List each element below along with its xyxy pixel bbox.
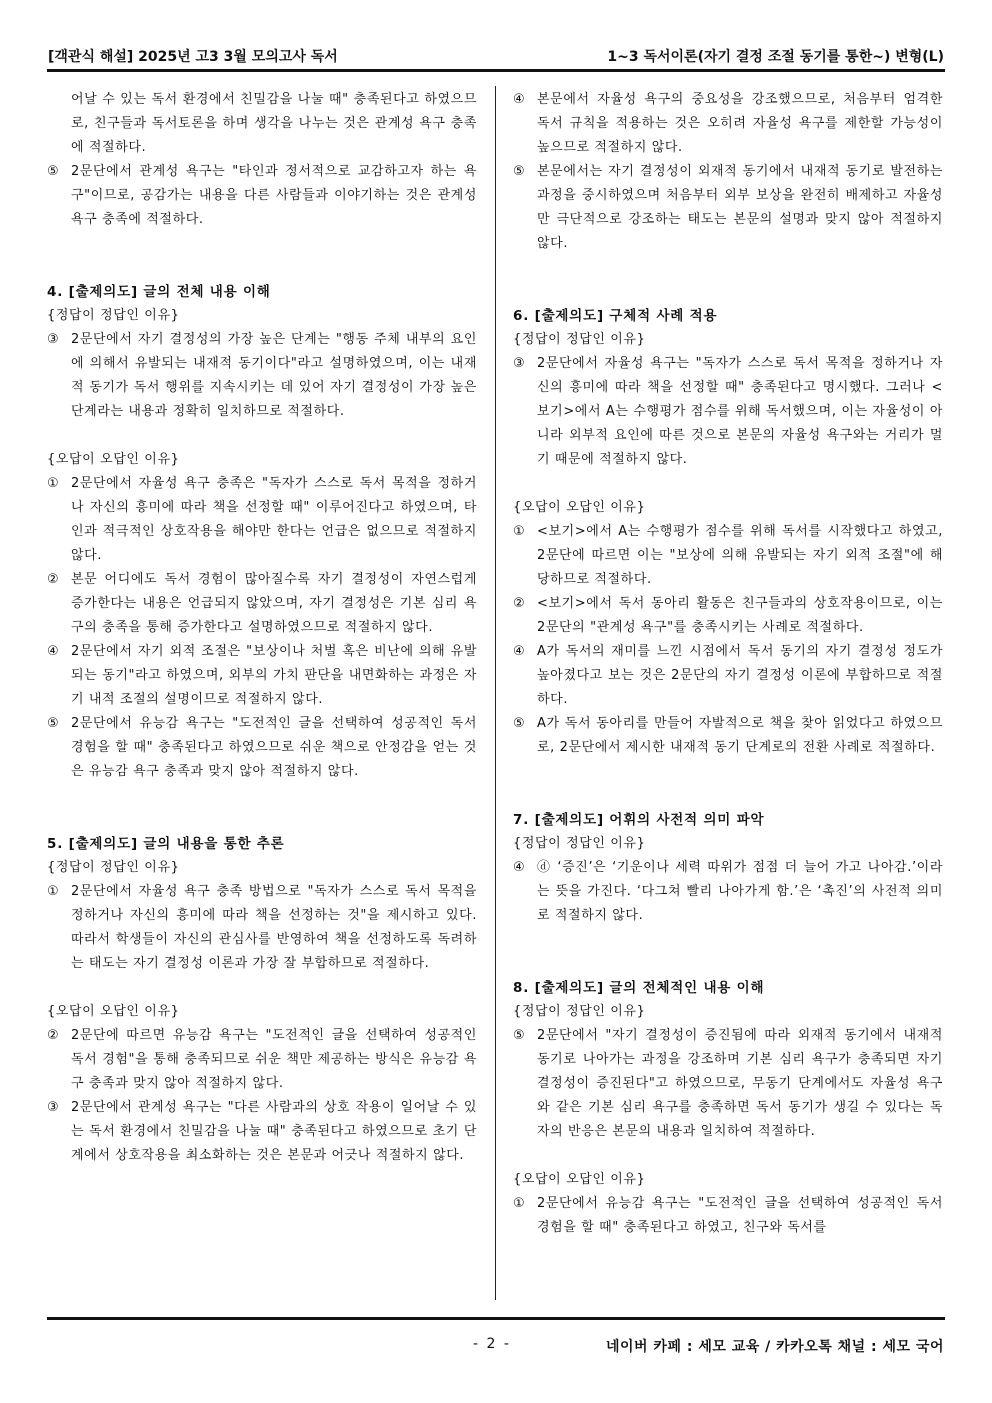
answer-item: ④ 본문에서 자율성 욕구의 중요성을 강조했으므로, 처음부터 엄격한 독서 규칙을 적용하는 것은 오히려 자율성 욕구를 제한할 가능성이 높으므로 적절하지 않다. bbox=[513, 92, 943, 155]
answer-item: ③ 2문단에서 관계성 욕구는 "다른 사람과의 상호 작용이 일어날 수 있는 독서 환경에서 친밀감을 나눌 때" 충족된다고 하였으므로 초기 단계에서 상호작용을 최소화하는 것은 본문과 어긋나 적절하지 않다. bbox=[47, 1100, 477, 1163]
column-divider bbox=[495, 86, 496, 1300]
page-number: - 2 - bbox=[473, 1336, 511, 1352]
right-column bbox=[513, 88, 943, 1240]
answer-item: ⑤ A가 독서 동아리를 만들어 자발적으로 책을 찾아 읽었다고 하였으므로, 2문단에서 제시한 내재적 동기 단계로의 전환 사례로 적절하다. bbox=[513, 716, 943, 755]
answer-item: ⑤ 본문에서는 자기 결정성이 외재적 동기에서 내재적 동기로 발전하는 과정을 중시하였으며 처음부터 외부 보상을 완전히 배제하고 자율성만 극단적으로 강조하는 태도는 본문의 설명과 맞지 않아 적절하지 않다. bbox=[513, 164, 943, 251]
question-6-title: 6. [출제의도] 구체적 사례 적용 bbox=[513, 308, 718, 324]
continued-text: 어날 수 있는 독서 환경에서 친밀감을 나눌 때" 충족된다고 하였으므로, 친구들과 독서토론을 하며 생각을 나누는 것은 관계성 욕구 충족에 적절하다. bbox=[71, 92, 477, 155]
correct-reason-label: {정답이 정답인 이유} bbox=[513, 1004, 646, 1019]
answer-item: ④ 2문단에서 자기 외적 조절은 "보상이나 처벌 혹은 비난에 의해 유발되는 동기"라고 하였으며, 외부의 가치 판단을 내면화하는 과정은 자기 내적 조절의 설명이므로 적절하지 않다. bbox=[47, 644, 477, 707]
wrong-reason-label: {오답이 오답인 이유} bbox=[513, 500, 646, 515]
answer-item: ① 2문단에서 자율성 욕구 충족 방법으로 "독자가 스스로 독서 목적을 정하거나 자신의 흥미에 따라 책을 선정하는 것"을 제시하고 있다. 따라서 학생들이 자신의 관심사를 반영하여 책을 선정하도록 독려하는 태도는 자기 결정성 이론과 가장 잘 부합하므로 적절하다. bbox=[47, 884, 477, 971]
answer-item: ⑤ 2문단에서 "자기 결정성이 증진됨에 따라 외재적 동기에서 내재적 동기로 나아가는 과정을 강조하며 기본 심리 욕구가 충족되면 자기 결정성이 증진된다"고 하였으므로, 무동기 단계에서도 자율성 욕구와 같은 기본 심리 욕구를 충족하면 독서 동기가 생길 수 있다는 독자의 반응은 본문의 내용과 일치하여 적절하다. bbox=[513, 1028, 943, 1139]
wrong-reason-label: {오답이 오답인 이유} bbox=[47, 452, 180, 467]
question-7-title: 7. [출제의도] 어휘의 사전적 의미 파악 bbox=[513, 812, 765, 828]
left-column bbox=[47, 88, 477, 1168]
answer-item: ④ A가 독서의 재미를 느낀 시점에서 독서 동기의 자기 결정성 정도가 높아졌다고 보는 것은 2문단의 자기 결정성 이론에 부합하므로 적절하다. bbox=[513, 644, 943, 707]
header-title: [객관식 해설] 2025년 고3 3월 모의고사 독서 bbox=[48, 49, 338, 65]
footer-credit: 네이버 카페 : 세모 교육 / 카카오톡 채널 : 세모 국어 bbox=[605, 1339, 944, 1355]
answer-item: ① 2문단에서 유능감 욕구는 "도전적인 글을 선택하여 성공적인 독서 경험을 할 때" 충족된다고 하였고, 친구와 독서를 bbox=[513, 1196, 943, 1235]
question-5-title: 5. [출제의도] 글의 내용을 통한 추론 bbox=[47, 836, 285, 852]
wrong-reason-label: {오답이 오답인 이유} bbox=[513, 1172, 646, 1187]
answer-item: ③ 2문단에서 자기 결정성의 가장 높은 단계는 "행동 주체 내부의 요인에 의해서 유발되는 내재적 동기이다"라고 설명하였으며, 이는 내재적 동기가 독서 행위를 지속시키는 데 있어 자기 결정성이 가장 높은 단계라는 내용과 정확히 일치하므로 적절하다. bbox=[47, 332, 477, 419]
answer-item: ③ 2문단에서 자율성 욕구는 "독자가 스스로 독서 목적을 정하거나 자신의 흥미에 따라 책을 선정할 때" 충족된다고 명시했다. 그러나 <보기>에서 A는 수행평가 점수를 위해 독서했으며, 이는 자율성이 아니라 외부적 요인에 따른 것으로 본문의 자율성 욕구와는 거리가 멀기 때문에 적절하지 않다. bbox=[513, 356, 943, 467]
answer-item: ② 본문 어디에도 독서 경험이 많아질수록 자기 결정성이 자연스럽게 증가한다는 내용은 언급되지 않았으며, 자기 결정성은 기본 심리 욕구의 충족을 통해 증가한다고 설명하였으므로 적절하지 않다. bbox=[47, 572, 477, 635]
answer-item: ② 2문단에 따르면 유능감 욕구는 "도전적인 글을 선택하여 성공적인 독서 경험"을 통해 충족되므로 쉬운 책만 제공하는 방식은 유능감 욕구 충족과 맞지 않아 적절하지 않다. bbox=[47, 1028, 477, 1091]
answer-item: ⑤ 2문단에서 유능감 욕구는 "도전적인 글을 선택하여 성공적인 독서 경험을 할 때" 충족된다고 하였으므로 쉬운 책으로 안정감을 얻는 것은 유능감 욕구 충족과 맞지 않아 적절하지 않다. bbox=[47, 716, 477, 779]
question-8-title: 8. [출제의도] 글의 전체적인 내용 이해 bbox=[513, 980, 765, 996]
question-4-title: 4. [출제의도] 글의 전체 내용 이해 bbox=[47, 284, 271, 300]
correct-reason-label: {정답이 정답인 이유} bbox=[513, 836, 646, 851]
page-header bbox=[48, 44, 944, 68]
wrong-reason-label: {오답이 오답인 이유} bbox=[47, 1004, 180, 1019]
answer-item: ② <보기>에서 독서 동아리 활동은 친구들과의 상호작용이므로, 이는 2문단의 "관계성 욕구"를 충족시키는 사례로 적절하다. bbox=[513, 596, 943, 635]
header-rule bbox=[47, 69, 945, 72]
footer-rule bbox=[47, 1317, 945, 1320]
correct-reason-label: {정답이 정답인 이유} bbox=[47, 860, 180, 875]
answer-item: ⑤ 2문단에서 관계성 욕구는 "타인과 정서적으로 교감하고자 하는 욕구"이므로, 공감가는 내용을 다른 사람들과 이야기하는 것은 관계성 욕구 충족에 적절하다. bbox=[47, 164, 477, 227]
header-subtitle: 1~3 독서이론(자기 결정 조절 동기를 통한~) 변형(L) bbox=[607, 49, 944, 65]
correct-reason-label: {정답이 정답인 이유} bbox=[47, 308, 180, 323]
answer-item: ① <보기>에서 A는 수행평가 점수를 위해 독서를 시작했다고 하였고, 2문단에 따르면 이는 "보상에 의해 유발되는 자기 외적 조절"에 해당하므로 적절하다. bbox=[513, 524, 943, 587]
correct-reason-label: {정답이 정답인 이유} bbox=[513, 332, 646, 347]
answer-item: ① 2문단에서 자율성 욕구 충족은 "독자가 스스로 독서 목적을 정하거나 자신의 흥미에 따라 책을 선정할 때" 이루어진다고 하였으며, 타인과 적극적인 상호작용을 해야만 한다는 언급은 없으므로 적절하지 않다. bbox=[47, 476, 477, 563]
answer-item: ④ ⓓ ‘증진’은 ‘기운이나 세력 따위가 점점 더 늘어 가고 나아감.’이라는 뜻을 가진다. ‘다그쳐 빨리 나아가게 함.’은 ‘촉진’의 사전적 의미로 적절하지 않다. bbox=[513, 860, 943, 923]
